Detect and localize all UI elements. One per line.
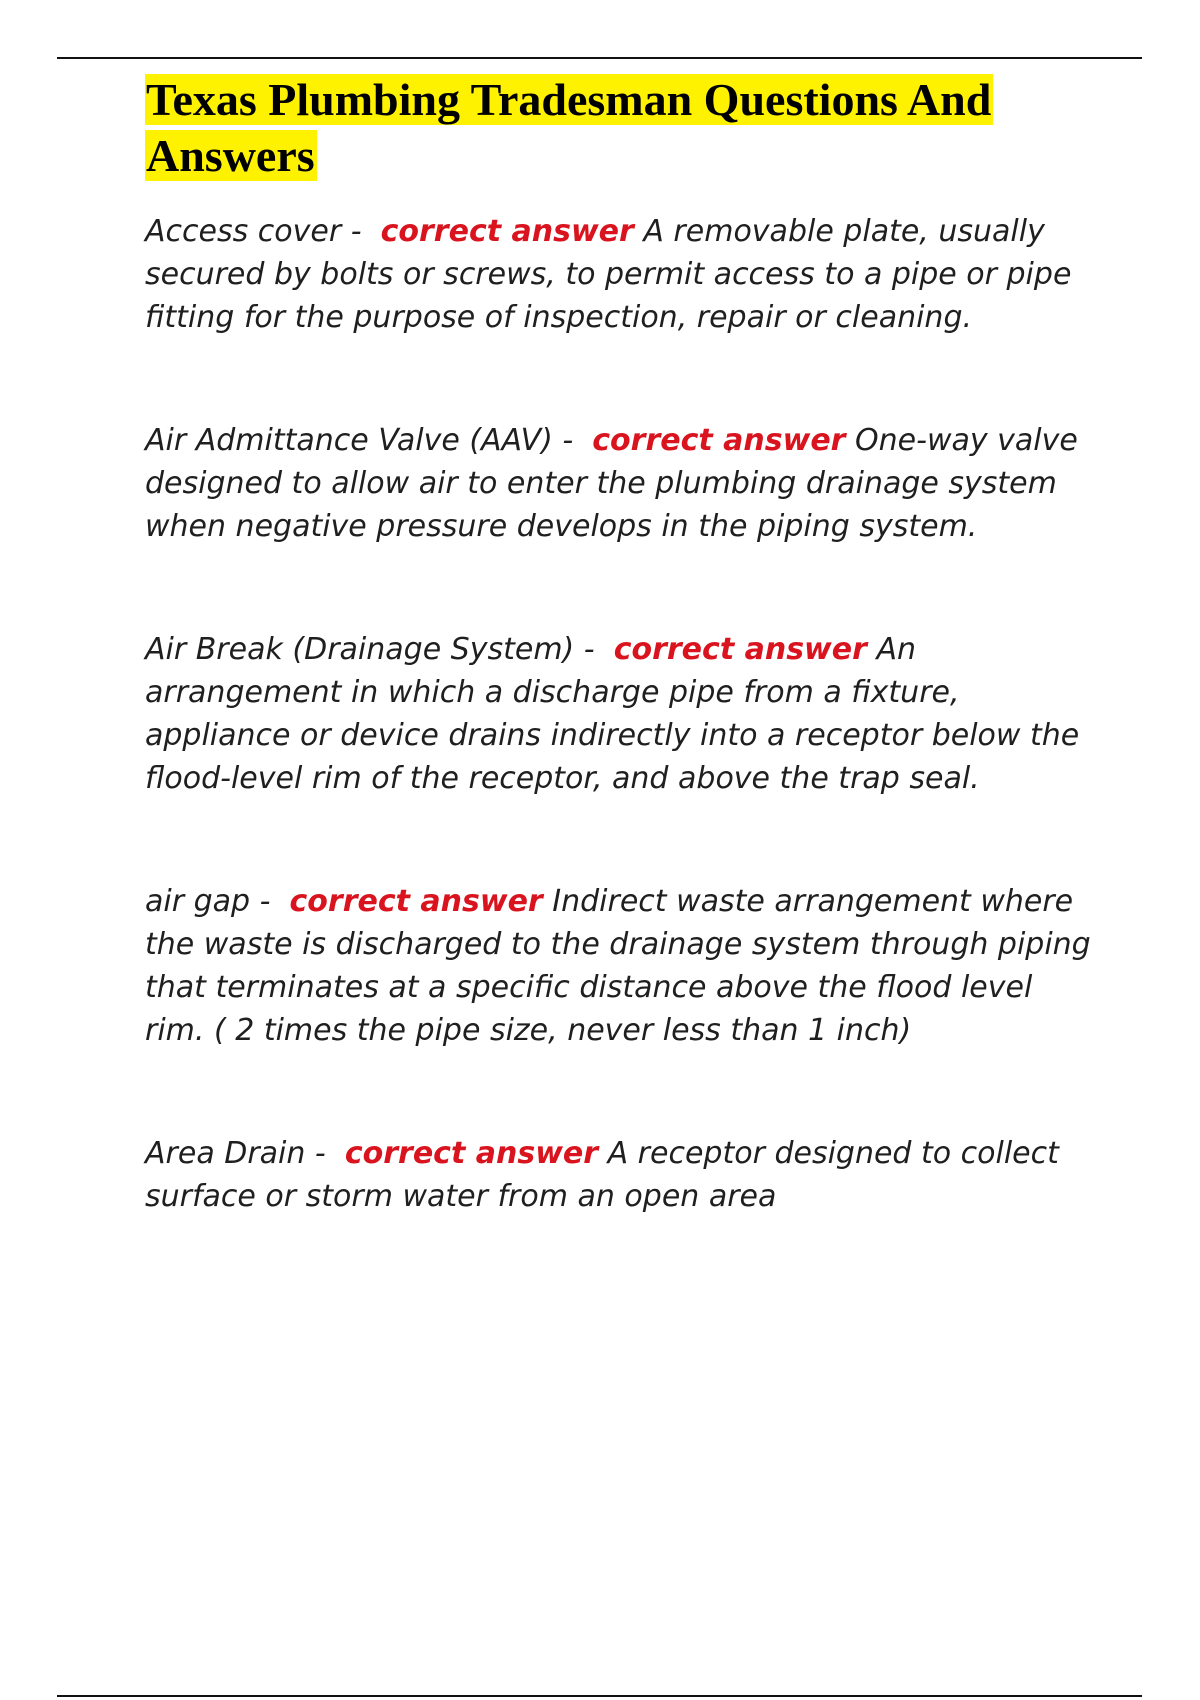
qa-entry-area-drain [145, 1132, 1095, 1218]
entry-definition: An arrangement in which a discharge pipe from a fixture, appliance or device drains indirectly into a receptor below the flood-level rim of the receptor, and above the trap seal. [145, 632, 1080, 796]
qa-entry-air-admittance-valve [145, 419, 1095, 548]
qa-entry-air-break [145, 628, 1095, 800]
entry-definition: Indirect waste arrangement where the waste is discharged to the drainage system through piping that terminates at a specific distance above the flood level rim. ( 2 times the pipe size, never less than 1 inch) [145, 884, 1091, 1048]
entry-definition: A removable plate, usually secured by bolts or screws, to permit access to a pipe or pipe fitting for the purpose of inspection, repair or cleaning. [145, 214, 1072, 335]
entry-term: Air Break (Drainage System) - [145, 632, 595, 667]
entry-term: air gap - [145, 884, 271, 919]
document-body [145, 72, 1095, 1218]
entry-term: Air Admittance Valve (AAV) - [145, 423, 574, 458]
entry-term: Access cover - [145, 214, 362, 249]
correct-answer-label: correct answer [592, 423, 846, 458]
correct-answer-label: correct answer [289, 884, 543, 919]
qa-entry-access-cover [145, 210, 1095, 339]
bottom-rule [57, 1695, 1142, 1697]
top-rule [57, 57, 1142, 59]
document-title [145, 72, 1095, 184]
title-highlight: Texas Plumbing Tradesman Questions And Answers [146, 74, 992, 181]
correct-answer-label: correct answer [380, 214, 634, 249]
correct-answer-label: correct answer [344, 1136, 599, 1171]
entry-definition: A receptor designed to collect surface or storm water from an open area [145, 1136, 1059, 1214]
qa-entry-air-gap [145, 880, 1095, 1052]
correct-answer-label: correct answer [613, 632, 867, 667]
entry-definition: One-way valve designed to allow air to enter the plumbing drainage system when negative pressure develops in the piping system. [145, 423, 1078, 544]
entry-term: Area Drain - [145, 1136, 326, 1171]
